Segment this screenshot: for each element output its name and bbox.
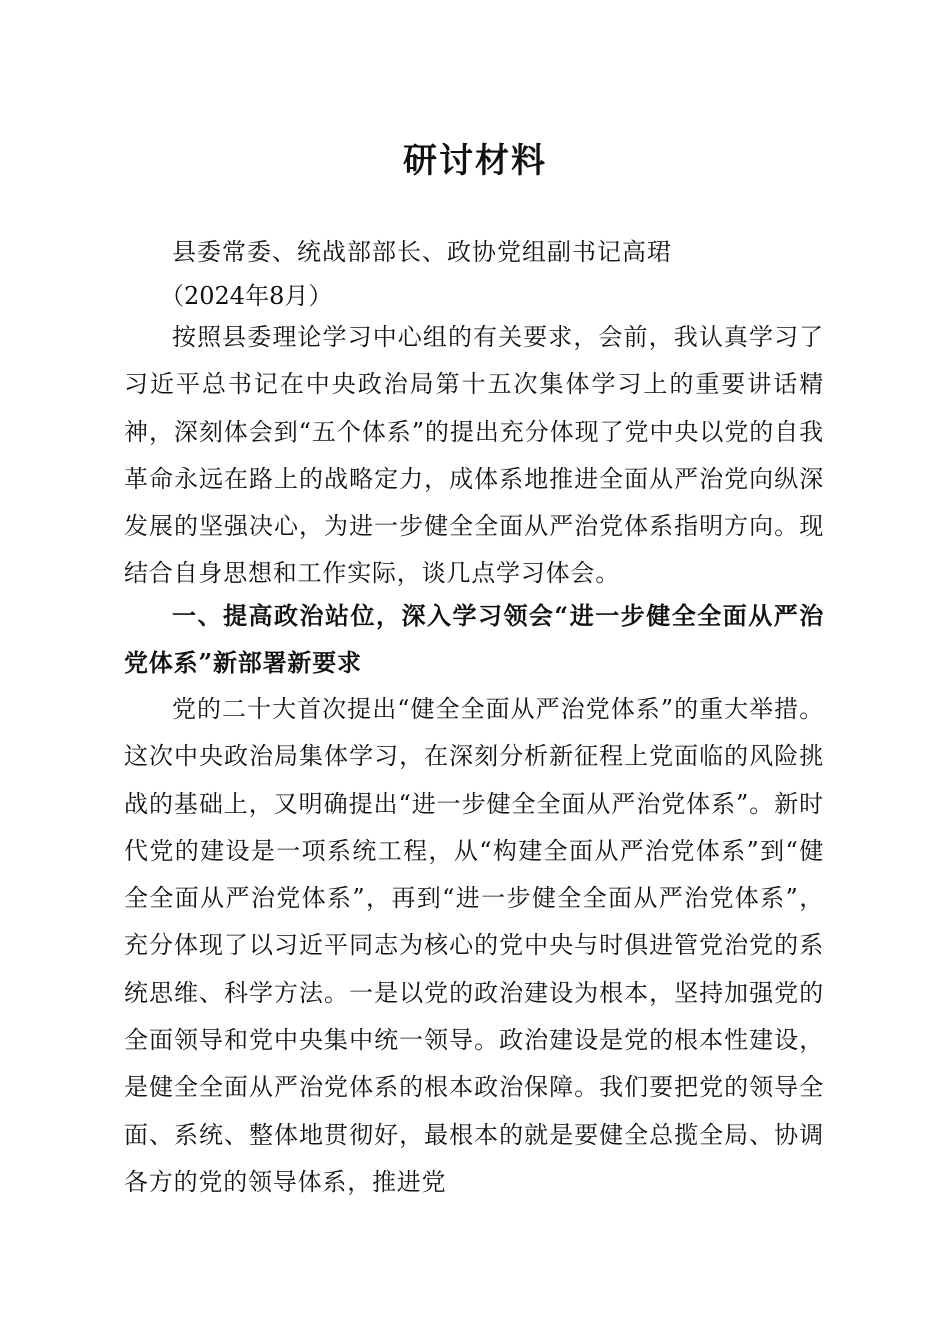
author-line: 县委常委、统战部部长、政协党组副书记高珺 (172, 238, 672, 266)
section-1-paragraph: 党的二十大首次提出“健全全面从严治党体系”的重大举措。这次中央政治局集体学习，在深刻分析新征程上党面临的风险挑战的基础上，又明确提出“进一步健全全面从严治党体系”。新时代党的建设是一项系统工程，从“构建全面从严治党体系”到“健全全面从严治党体系”，再到“进一步健全全面从严治党体系”，充分体现了以习近平同志为核心的党中央与时俱进管党治党的系统思维、科学方法。一是以党的政治建设为根本，坚持加强党的全面领导和党中央集中统一领导。政治建设是党的根本性建设，是健全全面从严治党体系的根本政治保障。我们要把党的领导全面、系统、整体地贯彻好，最根本的就是要健全总揽全局、协调各方的党的领导体系，推进党 (124, 695, 824, 1196)
document-title: 研讨材料 (403, 141, 547, 181)
intro-paragraph: 按照县委理论学习中心组的有关要求，会前，我认真学习了习近平总书记在中央政治局第十五次集体学习上的重要讲话精神，深刻体会到“五个体系”的提出充分体现了党中央以党的自我革命永远在路上的战略定力，成体系地推进全面从严治党向纵深发展的坚强决心，为进一步健全全面从严治党体系指明方向。现结合自身思想和工作实际，谈几点学习体会。 (124, 323, 824, 588)
date-line: （2024年8月） (160, 282, 333, 310)
section-heading-1: 一、提高政治站位，深入学习领会“进一步健全全面从严治党体系”新部署新要求 (124, 601, 824, 678)
